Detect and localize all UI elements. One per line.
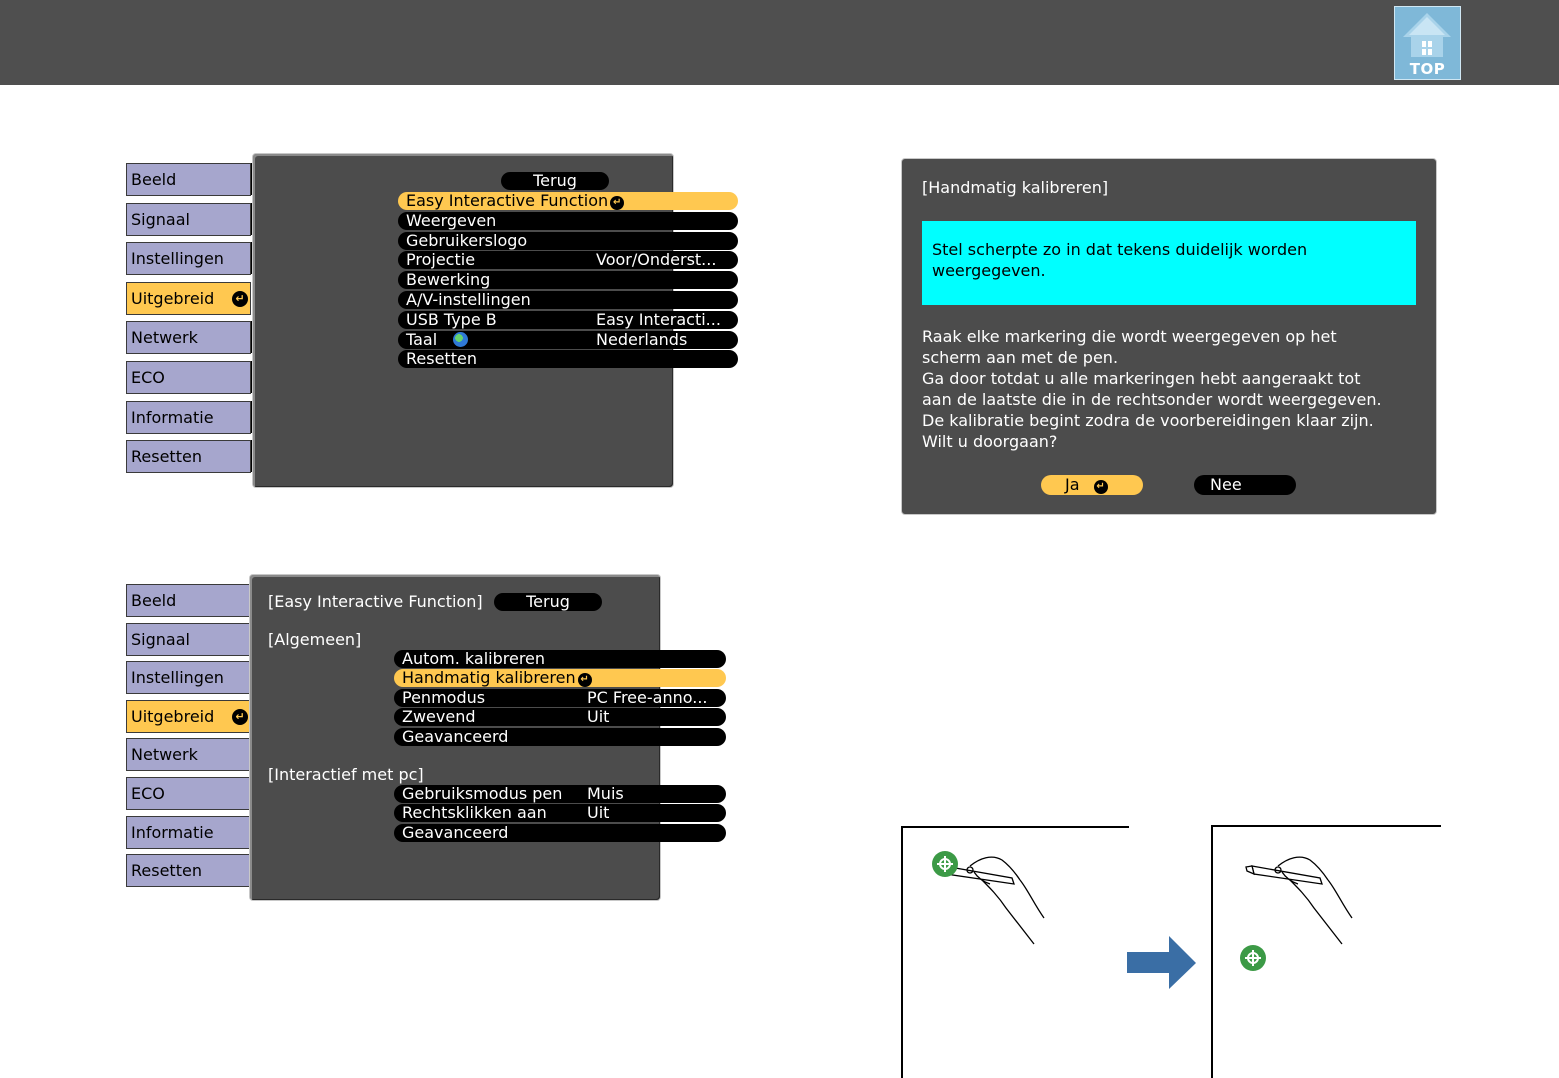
- menu-item-label: Taal: [406, 330, 438, 349]
- menu-item-value: Muis: [587, 785, 624, 803]
- menu-item-label: Gebruikerslogo: [406, 231, 528, 250]
- enter-icon: ↵: [232, 291, 248, 307]
- yes-label: Ja: [1065, 475, 1080, 494]
- menu-item-label: Projectie: [406, 251, 476, 270]
- menu-item-taal[interactable]: [398, 331, 738, 349]
- menu-item-handmatig-kalibreren[interactable]: [394, 669, 726, 687]
- calibration-marker-icon: [1239, 944, 1267, 972]
- tab-netwerk[interactable]: [126, 738, 251, 771]
- body-line: Ga door totdat u alle markeringen hebt aangeraakt tot: [922, 369, 1361, 388]
- menu-item-label: Zwevend: [402, 708, 476, 727]
- menu-item-label: Rechtsklikken aan: [402, 804, 547, 823]
- menu-item-label: Gebruiksmodus pen: [402, 785, 563, 803]
- menu-item-projectie[interactable]: [398, 251, 738, 269]
- menu-item-label: Handmatig kalibreren: [402, 669, 576, 688]
- right-arrow-icon: [1127, 936, 1197, 990]
- home-up-icon: [1395, 7, 1460, 59]
- menu-item-value: Uit: [587, 804, 610, 823]
- tab-eco[interactable]: [126, 777, 251, 810]
- tab-label: ECO: [131, 368, 165, 387]
- configuration-menu-1: [126, 153, 721, 489]
- tab-eco[interactable]: [126, 361, 251, 394]
- back-button[interactable]: Terug: [494, 593, 602, 611]
- top-label: TOP: [1409, 60, 1446, 78]
- tab-label: Instellingen: [131, 668, 224, 688]
- tab-instellingen[interactable]: [126, 242, 251, 275]
- menu-item-label: Autom. kalibreren: [402, 650, 546, 668]
- menu-item-label: Weergeven: [406, 211, 497, 230]
- tab-label: Beeld: [131, 591, 177, 610]
- tab-label: Uitgebreid: [131, 288, 215, 308]
- menu-item-value: Easy Interacti...: [596, 310, 721, 329]
- menu-item-label: Geavanceerd: [402, 727, 509, 746]
- enter-icon: ↵: [1094, 480, 1108, 494]
- enter-icon: ↵: [610, 196, 624, 210]
- globe-icon: [453, 332, 468, 347]
- tab-uitgebreid[interactable]: [126, 282, 251, 315]
- menu-item-label: Geavanceerd: [402, 823, 509, 842]
- tab-label: Uitgebreid: [131, 706, 215, 726]
- menu-item-zwevend[interactable]: [394, 708, 726, 726]
- tab-instellingen[interactable]: [126, 661, 251, 694]
- menu-item-value: PC Free-anno...: [587, 688, 708, 707]
- configuration-menu-2: [126, 574, 708, 902]
- menu-item-gebruiksmodus-pen[interactable]: [394, 785, 726, 803]
- notice-line: Stel scherpte zo in dat tekens duidelijk worden: [932, 240, 1308, 259]
- menu-item-a-v-instellingen[interactable]: [398, 291, 738, 309]
- menu-item-geavanceerd[interactable]: [394, 824, 726, 842]
- section-heading-pc: [Interactief met pc]: [268, 765, 424, 784]
- tab-label: Resetten: [131, 447, 202, 467]
- tab-signaal[interactable]: [126, 203, 251, 236]
- tab-beeld[interactable]: [126, 584, 251, 617]
- yes-button[interactable]: [1041, 475, 1143, 495]
- body-line: aan de laatste die in de rechtsonder wordt weergegeven.: [922, 390, 1382, 409]
- tab-label: Informatie: [131, 407, 214, 427]
- manual-calibration-dialog: [901, 158, 1437, 515]
- tab-signaal[interactable]: [126, 623, 251, 656]
- menu-item-label: Resetten: [406, 350, 477, 369]
- enter-icon: ↵: [578, 673, 592, 687]
- tab-label: Informatie: [131, 822, 214, 842]
- dialog-body: [922, 326, 1422, 452]
- tab-informatie[interactable]: [126, 401, 251, 434]
- tab-label: Signaal: [131, 629, 190, 649]
- tab-uitgebreid[interactable]: [126, 700, 251, 733]
- tab-label: Instellingen: [131, 249, 224, 269]
- menu-item-weergeven[interactable]: [398, 212, 738, 230]
- menu-item-bewerking[interactable]: [398, 271, 738, 289]
- notice-line: weergegeven.: [932, 261, 1046, 280]
- menu-item-label: Bewerking: [406, 271, 491, 290]
- menu-item-value: Uit: [587, 708, 610, 727]
- menu-item-easy-interactive-function[interactable]: [398, 192, 738, 210]
- tab-label: Netwerk: [131, 745, 198, 765]
- calibration-marker-icon: [931, 850, 959, 878]
- menu-item-value: Voor/Onderst...: [596, 251, 717, 270]
- body-line: De kalibratie begint zodra de voorbereidingen klaar zijn.: [922, 411, 1374, 430]
- tab-beeld[interactable]: [126, 163, 251, 196]
- tab-resetten[interactable]: [126, 854, 251, 887]
- tab-informatie[interactable]: [126, 816, 251, 849]
- submenu-panel: [249, 574, 708, 901]
- tab-label: Beeld: [131, 170, 177, 189]
- menu-item-autom-kalibreren[interactable]: [394, 650, 726, 668]
- tab-label: Signaal: [131, 209, 190, 229]
- menu-item-rechtsklikken-aan[interactable]: [394, 804, 726, 822]
- section-heading-general: [Algemeen]: [268, 630, 362, 649]
- body-line: Raak elke markering die wordt weergegeven op het: [922, 327, 1337, 346]
- menu-item-resetten[interactable]: [398, 350, 738, 368]
- tab-netwerk[interactable]: [126, 321, 251, 354]
- menu-item-value: Nederlands: [596, 330, 688, 349]
- menu-item-geavanceerd[interactable]: [394, 728, 726, 746]
- focus-notice: [922, 221, 1416, 305]
- panel-title: [Easy Interactive Function]: [268, 592, 483, 611]
- menu-item-penmodus[interactable]: [394, 689, 726, 707]
- dialog-title: [Handmatig kalibreren]: [922, 178, 1109, 197]
- no-button[interactable]: Nee: [1194, 475, 1296, 495]
- enter-icon: ↵: [232, 709, 248, 725]
- top-button[interactable]: [1394, 6, 1461, 80]
- pen-hand-icon: [1238, 848, 1358, 948]
- submenu-panel: [252, 153, 721, 488]
- menu-item-label: Penmodus: [402, 688, 486, 707]
- menu-item-label: Easy Interactive Function: [406, 192, 609, 210]
- menu-item-label: USB Type B: [406, 310, 497, 329]
- tab-resetten[interactable]: [126, 440, 251, 473]
- body-line: scherm aan met de pen.: [922, 348, 1119, 367]
- back-button[interactable]: Terug: [501, 172, 609, 190]
- header-bar: [0, 0, 1559, 85]
- body-line: Wilt u doorgaan?: [922, 432, 1058, 451]
- menu-item-label: A/V-instellingen: [406, 291, 531, 309]
- tab-label: Netwerk: [131, 328, 198, 348]
- menu-item-gebruikerslogo[interactable]: [398, 232, 738, 250]
- tab-label: Resetten: [131, 861, 202, 881]
- menu-item-usb-type-b[interactable]: [398, 311, 738, 329]
- tab-label: ECO: [131, 784, 165, 803]
